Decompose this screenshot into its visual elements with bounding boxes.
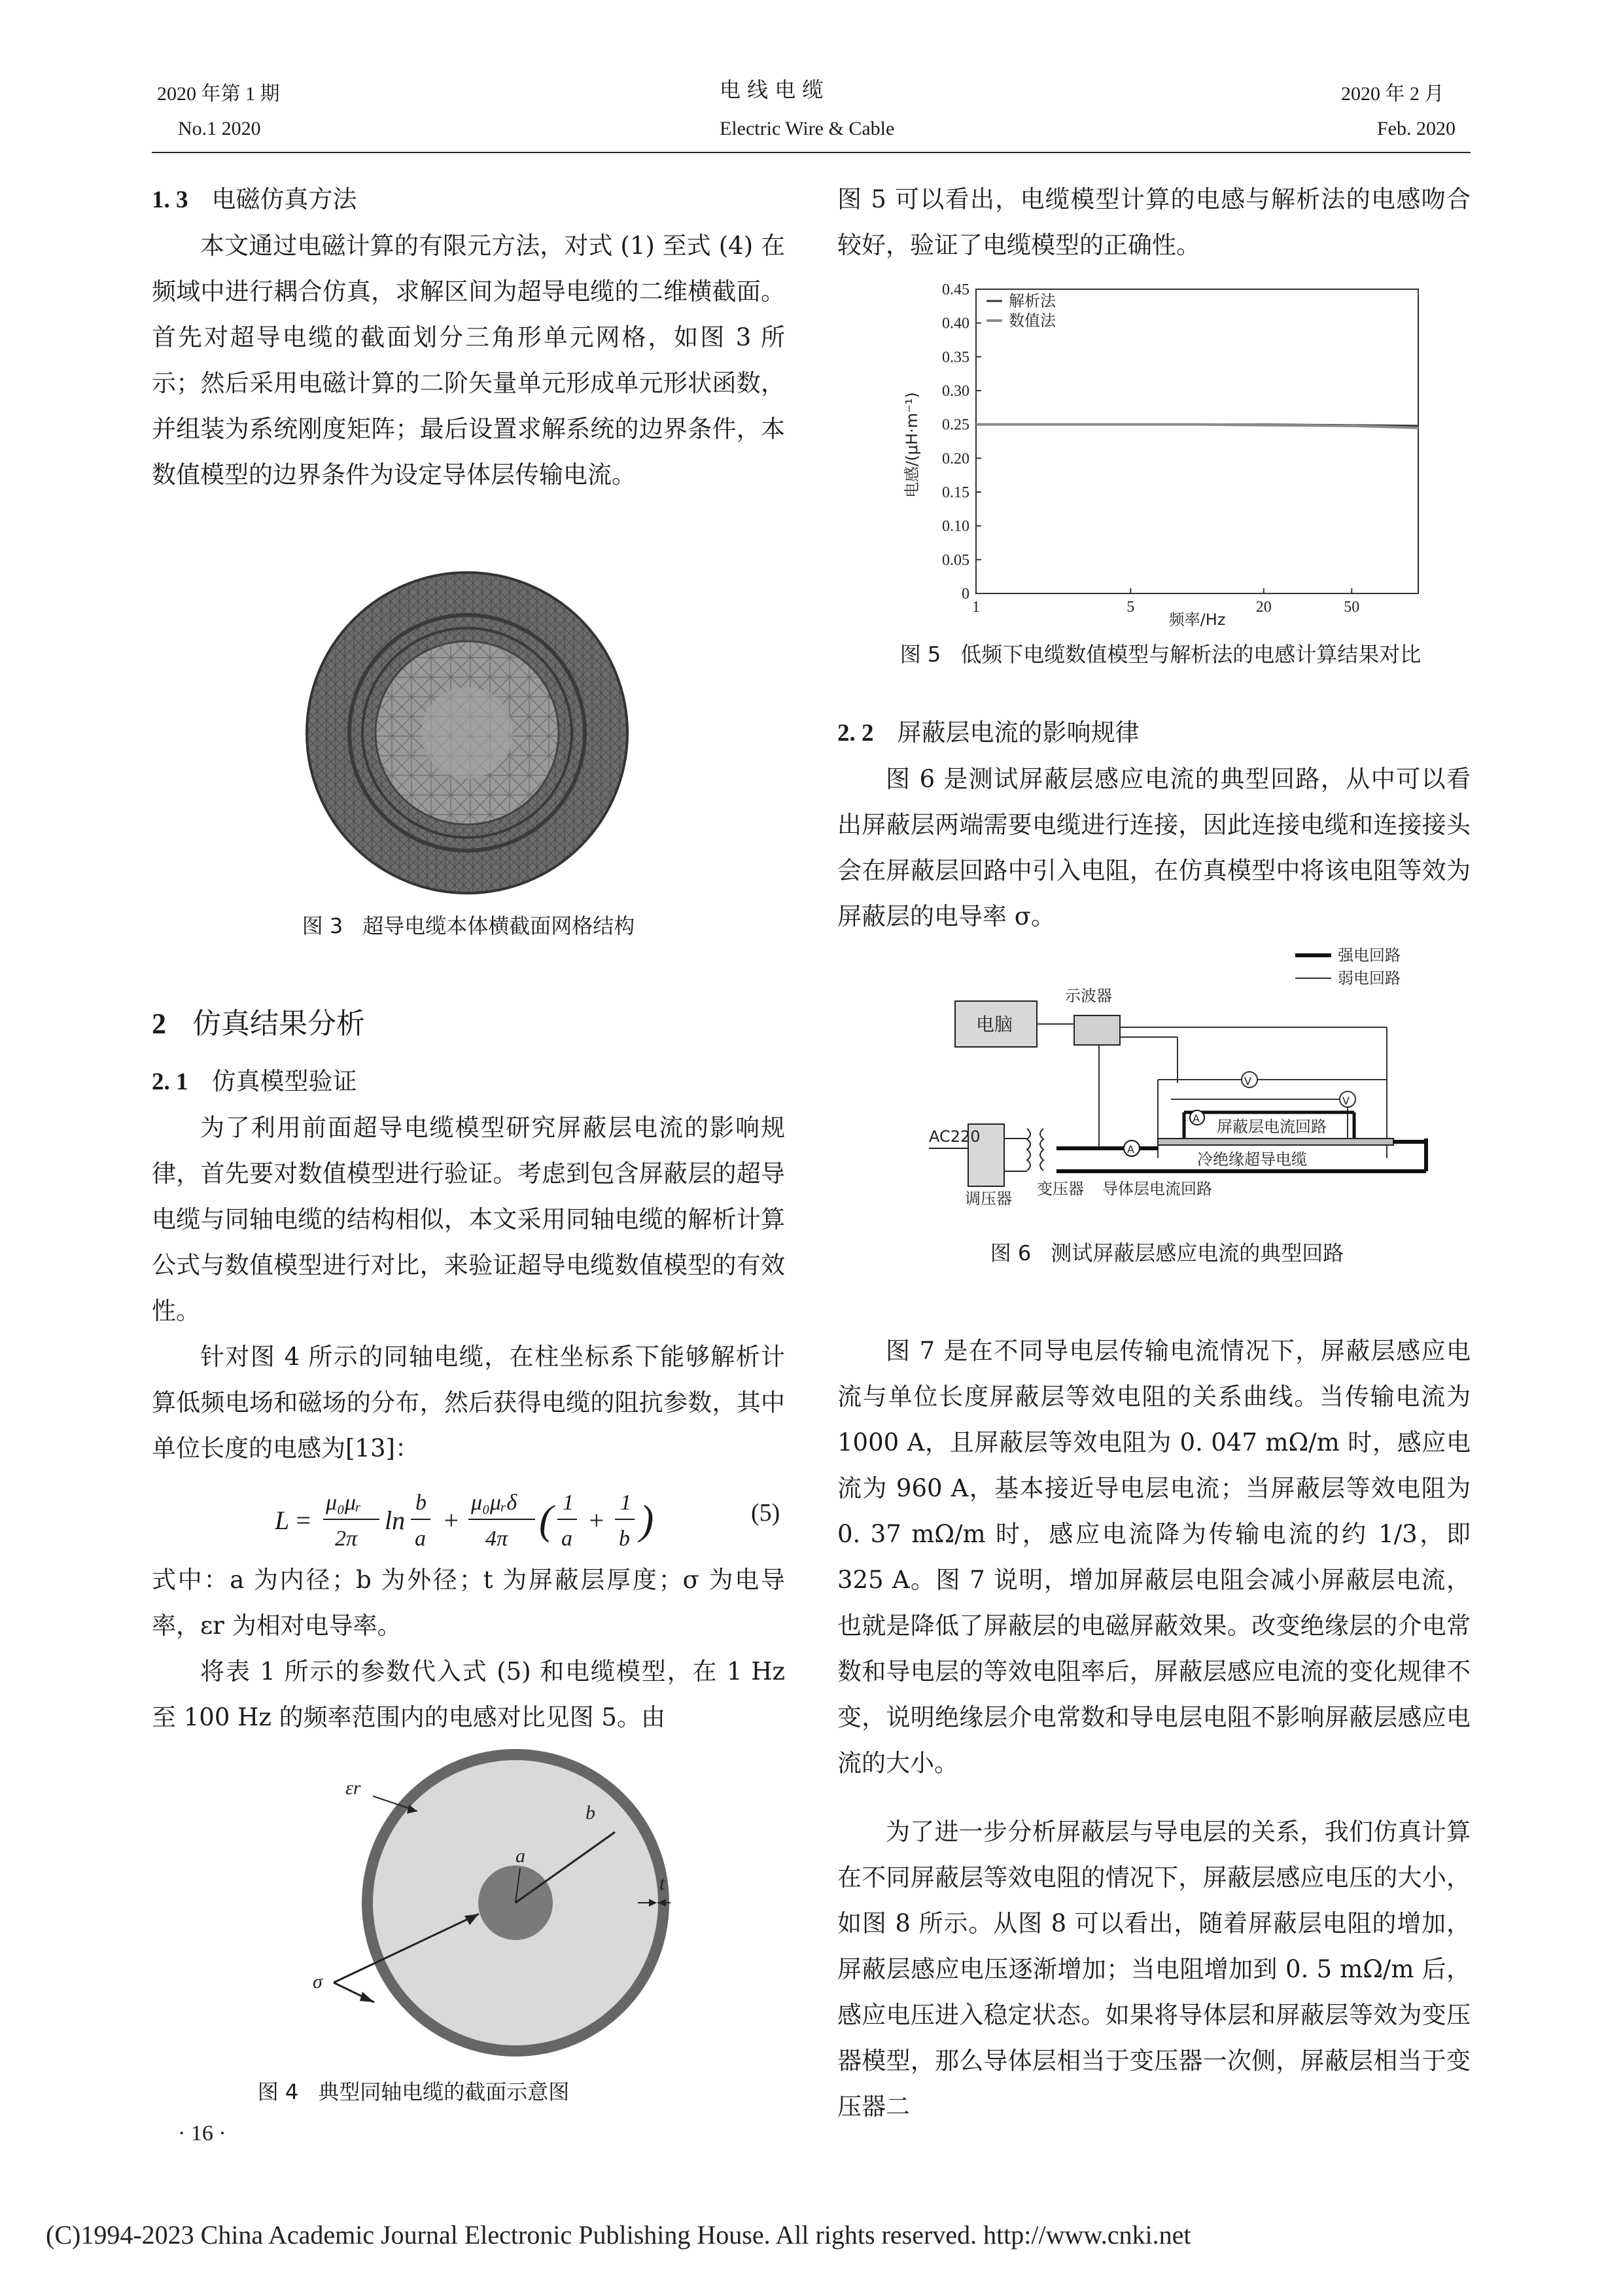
svg-text:+: + xyxy=(442,1506,460,1535)
svg-text:(: ( xyxy=(539,1496,553,1543)
header-issue-en: No.1 2020 xyxy=(178,118,261,139)
voltmeter-2: V xyxy=(1342,1095,1350,1107)
label-er: εr xyxy=(345,1777,361,1799)
svg-text:μ₀μᵣ: μ₀μᵣ xyxy=(326,1491,362,1515)
svg-text:ln: ln xyxy=(385,1506,406,1535)
svg-text:a: a xyxy=(415,1527,426,1551)
label-b: b xyxy=(585,1802,595,1824)
figure-5-caption xyxy=(844,638,1477,668)
figure-3-caption xyxy=(152,910,785,940)
shield-loop-label: 屏蔽层电流回路 xyxy=(1217,1118,1327,1136)
section-2-heading xyxy=(152,1001,785,1047)
section-1-3-heading xyxy=(152,177,785,223)
y-tick-label: 0.40 xyxy=(942,315,969,332)
figure-number: 图 3 xyxy=(302,913,343,938)
legend-weak: 弱电回路 xyxy=(1338,969,1401,987)
section-title: 仿真结果分析 xyxy=(192,1007,365,1040)
equation-5 xyxy=(275,1480,785,1559)
svg-text:4π: 4π xyxy=(485,1527,508,1551)
computer-label: 电脑 xyxy=(976,1014,1013,1035)
right-column-section22 xyxy=(837,710,1471,940)
page-number: · 16 · xyxy=(178,2121,226,2146)
y-tick-label: 0.25 xyxy=(942,416,969,434)
plot-area xyxy=(976,289,1418,593)
label-a: a xyxy=(515,1845,525,1867)
svg-text:a: a xyxy=(561,1527,572,1551)
series-line-1 xyxy=(976,425,1418,428)
paragraph: 式中：a 为内径；b 为外径；t 为屏蔽层厚度；σ 为电导率，εr 为相对电导率。 xyxy=(152,1566,785,1640)
y-tick-label: 0.45 xyxy=(942,281,969,298)
transformer-label: 变压器 xyxy=(1037,1180,1084,1198)
voltmeter-1: V xyxy=(1244,1075,1251,1087)
journal-title-en: Electric Wire & Cable xyxy=(720,118,895,139)
header-date: 2020 年 2 月 xyxy=(1341,83,1444,105)
y-tick-label: 0.10 xyxy=(942,518,969,535)
left-column-top xyxy=(152,177,785,498)
figure-number: 图 5 xyxy=(899,642,941,667)
regulator-label: 调压器 xyxy=(965,1190,1012,1208)
legend-strong: 强电回路 xyxy=(1338,946,1401,964)
svg-text:1: 1 xyxy=(563,1491,574,1515)
y-axis-label: 电感/(μH·m⁻¹) xyxy=(903,392,921,498)
svg-text:b: b xyxy=(415,1491,427,1515)
section-number: 2. 1 xyxy=(152,1069,188,1095)
svg-text:1: 1 xyxy=(620,1491,631,1515)
y-tick-label: 0.05 xyxy=(942,552,969,569)
right-column-bottom xyxy=(837,1328,1471,2130)
figure-number: 图 6 xyxy=(990,1241,1032,1265)
paragraph: 图 7 是在不同导电层传输电流情况下，屏蔽层感应电流与单位长度屏蔽层等效电阻的关系曲线。当传输电流为 1000 A，且屏蔽层等效电阻为 0. 047 mΩ/m 时，感应电流为 960 A，基本接近导电层电流；当屏蔽层等效电阻为 0. 37 mΩ/m 时，感应电流降为传输电流的约 1/3，即 325 A。图 7 说明，增加屏蔽层电阻会减小屏蔽层电流，也就是降低了屏蔽层的电磁屏蔽效果。改变绝缘层的介电常数和导电层的等效电阻率后，屏蔽层感应电流的变化规律不变，说明绝缘层介电常数和导电层电阻不影响屏蔽层感应电流的大小。 xyxy=(837,1337,1471,1777)
figure-number: 图 4 xyxy=(257,2079,299,2104)
paragraph: 图 5 可以看出，电缆模型计算的电感与解析法的电感吻合较好，验证了电缆模型的正确性。 xyxy=(837,185,1471,259)
svg-text:+: + xyxy=(587,1506,605,1535)
paragraph: 为了进一步分析屏蔽层与导电层的关系，我们仿真计算在不同屏蔽层等效电阻的情况下，屏蔽层感应电压的大小，如图 8 所示。从图 8 可以看出，随着屏蔽层电阻的增加，屏蔽层感应电压逐渐增加；当电阻增加到 0. 5 mΩ/m 后，感应电压进入稳定状态。如果将导体层和屏蔽层等效为变压器模型，那么导体层相当于变压器一次侧，屏蔽层相当于变压器二 xyxy=(837,1818,1471,2121)
caption-text: 低频下电缆数值模型与解析法的电感计算结果对比 xyxy=(960,642,1422,667)
svg-text:2π: 2π xyxy=(335,1527,358,1551)
ac-source-label: AC220 xyxy=(929,1127,981,1146)
journal-title: 电 线 电 缆 xyxy=(720,77,824,102)
left-column-section2 xyxy=(152,1001,785,1472)
paragraph: 本文通过电磁计算的有限元方法，对式 (1) 至式 (4) 在频域中进行耦合仿真，求解区间为超导电缆的二维横截面。首先对超导电缆的截面划分三角形单元网格，如图 3 所示；然后采用电磁计算的二阶矢量单元形成单元形状函数，并组装为系统刚度矩阵；最后设置求解系统的边界条件，本数值模型的边界条件为设定导体层传输电流。 xyxy=(152,232,785,489)
section-number: 2 xyxy=(152,1008,166,1040)
section-number: 2. 2 xyxy=(837,720,874,747)
section-title: 仿真模型验证 xyxy=(211,1067,357,1095)
cable-label: 冷绝缘超导电缆 xyxy=(1197,1150,1307,1169)
figure-4-coax xyxy=(307,1740,674,2068)
paragraph: 为了利用前面超导电缆模型研究屏蔽层电流的影响规律，首先要对数值模型进行验证。考虑到包含屏蔽层的超导电缆与同轴电缆的结构相似，本文采用同轴电缆的解析计算公式与数值模型进行对比，来验证超导电缆数值模型的有效性。 xyxy=(152,1114,785,1325)
figure-3-mesh xyxy=(304,569,631,896)
legend-label: 数值法 xyxy=(1009,311,1056,330)
section-title: 屏蔽层电流的影响规律 xyxy=(897,718,1140,747)
oscilloscope-box xyxy=(1074,1016,1120,1045)
svg-text:L: L xyxy=(275,1506,290,1535)
legend-label: 解析法 xyxy=(1009,292,1056,310)
header-rule xyxy=(152,152,1471,153)
x-tick-label: 20 xyxy=(1255,599,1272,616)
svg-text:μ₀μᵣδ: μ₀μᵣδ xyxy=(471,1491,517,1515)
figure-6-circuit xyxy=(929,942,1446,1220)
label-sigma: σ xyxy=(313,1971,323,1992)
x-tick-label: 5 xyxy=(1126,599,1135,616)
y-tick-label: 0.35 xyxy=(942,349,969,366)
svg-text:b: b xyxy=(619,1527,630,1551)
section-2-1-heading xyxy=(152,1059,785,1105)
figure-6-caption xyxy=(850,1237,1484,1267)
header-date-en: Feb. 2020 xyxy=(1377,118,1456,139)
copyright-footer: (C)1994-2023 China Academic Journal Electronic Publishing House. All rights reserved. http://www.cnki.net xyxy=(46,2220,1191,2250)
paragraph: 图 6 是测试屏蔽层感应电流的典型回路，从中可以看出屏蔽层两端需要电缆进行连接，因此连接电缆和连接接头会在屏蔽层回路中引入电阻，在仿真模型中将该电阻等效为屏蔽层的电导率 σ。 xyxy=(837,765,1471,930)
section-title: 电磁仿真方法 xyxy=(211,185,357,213)
svg-text:=: = xyxy=(294,1506,312,1535)
paragraph: 针对图 4 所示的同轴电缆，在柱坐标系下能够解析计算低频电场和磁场的分布，然后获得电缆的阻抗参数，其中单位长度的电感为[13]： xyxy=(152,1343,785,1462)
x-tick-label: 50 xyxy=(1344,599,1360,616)
caption-text: 测试屏蔽层感应电流的典型回路 xyxy=(1051,1241,1344,1265)
ammeter-conductor: A xyxy=(1127,1143,1134,1156)
ammeter-shield: A xyxy=(1193,1112,1200,1125)
svg-text:): ) xyxy=(640,1496,654,1543)
x-axis-label: 频率/Hz xyxy=(1168,610,1226,628)
paragraph: 将表 1 所示的参数代入式 (5) 和电缆模型，在 1 Hz 至 100 Hz 的频率范围内的电感对比见图 5。由 xyxy=(152,1657,785,1731)
section-2-2-heading xyxy=(837,710,1471,756)
conductor-loop-label: 导体层电流回路 xyxy=(1102,1180,1212,1198)
figure-4-caption xyxy=(152,2075,675,2106)
y-tick-label: 0.30 xyxy=(942,383,969,400)
y-tick-label: 0 xyxy=(962,586,969,603)
header-issue: 2020 年第 1 期 xyxy=(157,83,280,105)
equation-number: (5) xyxy=(751,1499,780,1527)
caption-text: 典型同轴电缆的截面示意图 xyxy=(318,2079,570,2104)
section-number: 1. 3 xyxy=(152,186,188,213)
x-tick-label: 1 xyxy=(972,599,980,616)
right-column-top xyxy=(837,177,1471,268)
label-t: t xyxy=(659,1873,665,1894)
oscilloscope-label: 示波器 xyxy=(1065,987,1112,1005)
caption-text: 超导电缆本体横截面网格结构 xyxy=(362,913,635,938)
left-column-after-eq xyxy=(152,1557,785,1740)
figure-5-chart xyxy=(903,275,1439,628)
y-tick-label: 0.20 xyxy=(942,450,969,468)
y-tick-label: 0.15 xyxy=(942,484,969,501)
